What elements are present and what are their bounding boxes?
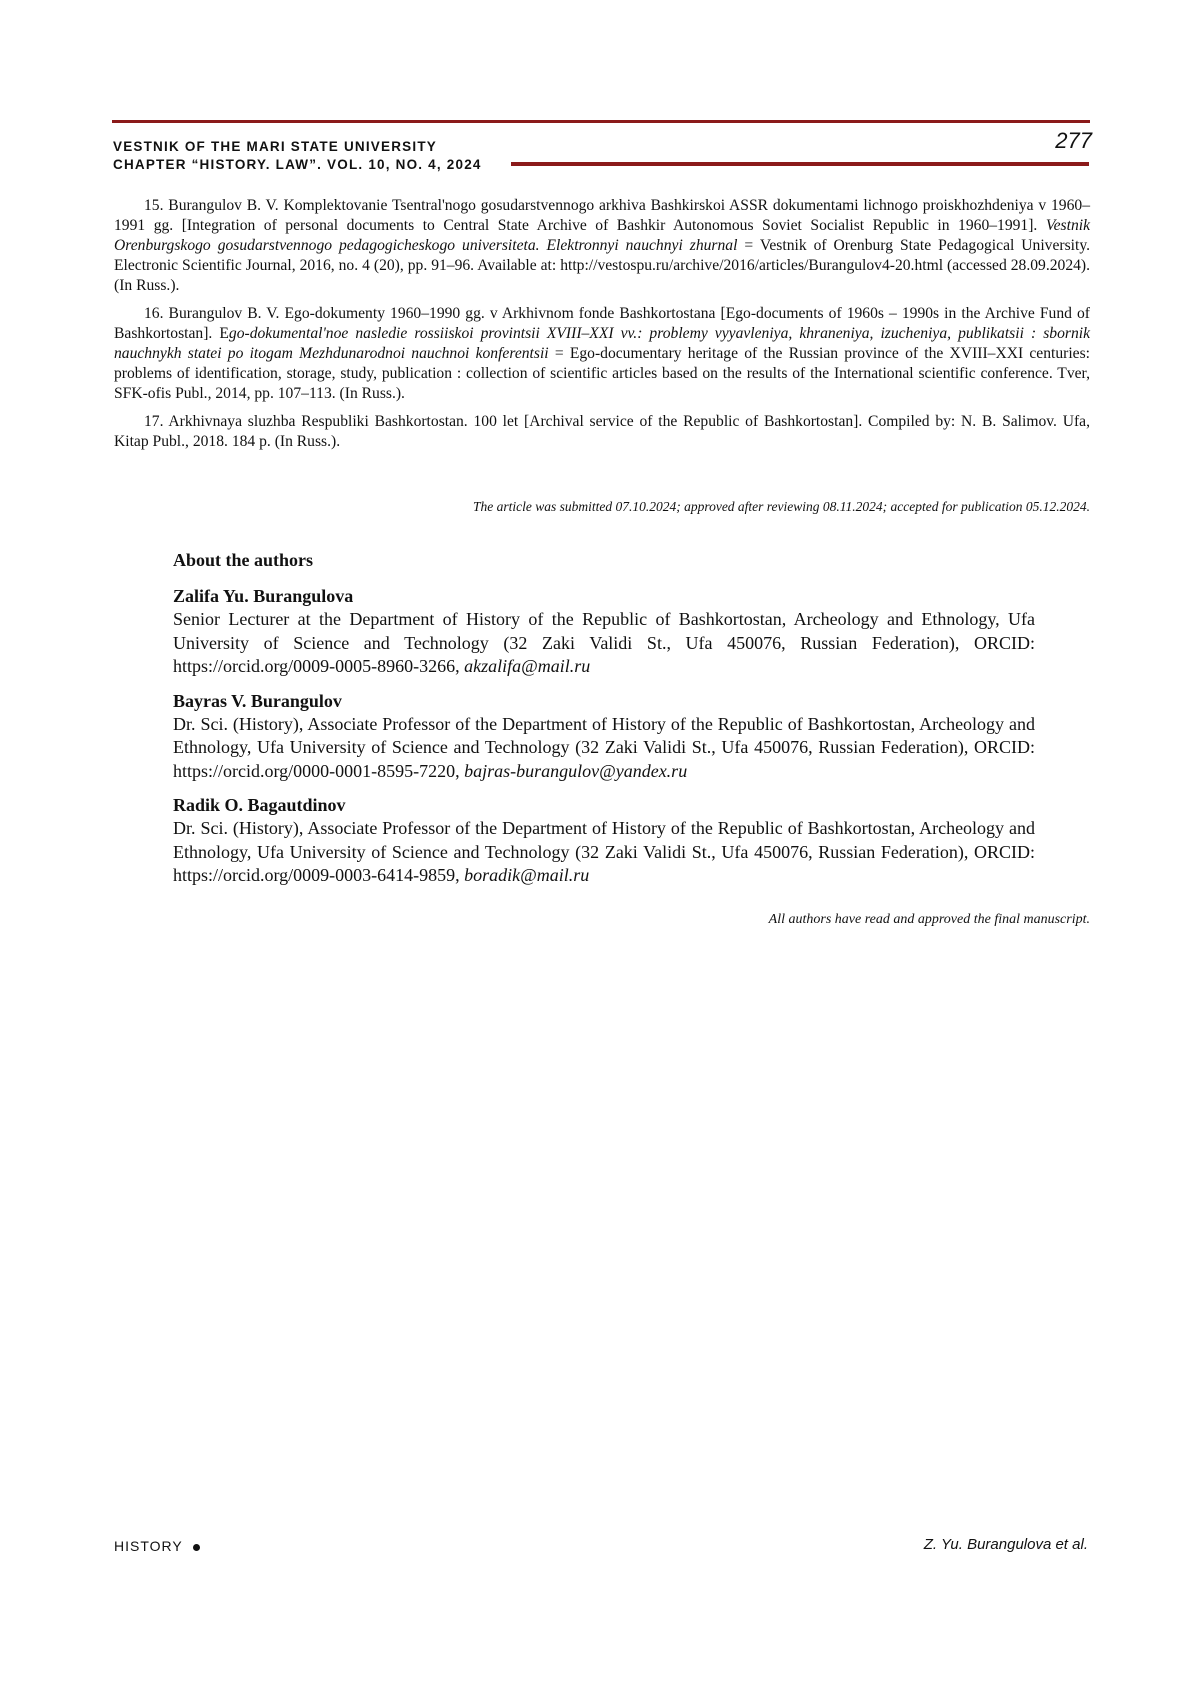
about-authors-section xyxy=(173,548,1035,898)
reference-text: 15. Burangulov B. V. Komplektovanie Tsentral'nogo gosudarstvennogo arkhiva Bashkirskoi ASSR dokumentami lichnogo proiskhozhdeniya v 1960–1991 gg. [Integration of personal documents to Central State Archive of Bashkir Autonomous Soviet Socialist Republic in 1960–1991]. xyxy=(114,197,1090,234)
author-email: boradik@mail.ru xyxy=(464,865,590,885)
author-entry xyxy=(173,793,1035,888)
footer-section xyxy=(114,1538,200,1554)
author-name: Radik O. Bagautdinov xyxy=(173,795,346,815)
page-number: 277 xyxy=(1055,128,1092,153)
author-bio xyxy=(173,608,1035,679)
reference-source-title: go-dokumental'noe nasledie rossiiskoi provintsii XVIII–XXI vv.: problemy vyyavleniya, khraneniya, izucheniya, publikatsii : sbornik nauchnykh statei po itogam Mezhdunarodnoi nauchnoi konferentsii xyxy=(114,325,1090,362)
author-name: Zalifa Yu. Burangulova xyxy=(173,586,354,606)
author-entry xyxy=(173,584,1035,679)
author-bio xyxy=(173,817,1035,888)
journal-issue: CHAPTER “HISTORY. LAW”. VOL. 10, NO. 4, 2024 xyxy=(113,157,482,172)
footer-authors: Z. Yu. Burangulova et al. xyxy=(923,1536,1088,1553)
reference-source-title: Vestnik Orenburgskogo gosudarstvennogo pedagogicheskogo universiteta. Elektronnyi nauchnyi zhurnal xyxy=(114,217,1090,254)
author-email: akzalifa@mail.ru xyxy=(464,656,591,676)
reference-text: = Vestnik of Orenburg State Pedagogical University. Electronic Scientific Journal, 2016, no. 4 (20), pp. 91–96. Available at: http://vestospu.ru/archive/2016/articles/Burangulov4-20.html (accessed 28.09.2024). (In Russ.). xyxy=(114,237,1090,294)
author-bio xyxy=(173,713,1035,784)
submission-dates-note: The article was submitted 07.10.2024; approved after reviewing 08.11.2024; accepted for publication 05.12.2024. xyxy=(472,499,1090,514)
header-top-rule xyxy=(112,120,1090,123)
about-authors-heading: About the authors xyxy=(173,550,314,570)
reference-text: = Ego-documentary heritage of the Russian province of the XVIII–XXI centuries: problems of identification, storage, study, publication : collection of scientific articles based on the results of the International scientific conference. Tver, SFK-ofis Publ., 2014, pp. 107–113. (In Russ.). xyxy=(114,345,1090,402)
bullet-icon xyxy=(193,1544,200,1551)
reference-item-17 xyxy=(114,412,1090,452)
author-name: Bayras V. Burangulov xyxy=(173,690,342,711)
reference-text: 16. Burangulov B. V. Ego-dokumenty 1960–1990 gg. v Arkhivnom fonde Bashkortostana [Ego-documents of 1960s – 1990s in the Archive Fund of Bashkortostan]. E xyxy=(114,305,1090,342)
reference-list xyxy=(114,196,1090,460)
author-affiliation: Dr. Sci. (History), Associate Professor of the Department of History of the Republic of Bashkortostan, Archeology and Ethnology, Ufa University of Science and Technology (32 Zaki Validi St., Ufa 450076, Russian Federation), ORCID: https://orcid.org/0000-0001-8595-7220, xyxy=(173,713,1035,781)
reference-text: 17. Arkhivnaya sluzhba Respubliki Bashkortostan. 100 let [Archival service of the Republic of Bashkortostan]. Compiled by: N. B. Salimov. Ufa, Kitap Publ., 2018. 184 p. (In Russ.). xyxy=(114,413,1090,450)
approval-note: All authors have read and approved the final manuscript. xyxy=(768,912,1090,927)
author-affiliation: Dr. Sci. (History), Associate Professor of the Department of History of the Republic of Bashkortostan, Archeology and Ethnology, Ufa University of Science and Technology (32 Zaki Validi St., Ufa 450076, Russian Federation), ORCID: https://orcid.org/0009-0003-6414-9859, xyxy=(173,818,1035,885)
reference-item-16 xyxy=(114,304,1090,404)
footer-section-label: HISTORY xyxy=(114,1538,183,1554)
author-entry xyxy=(173,689,1035,784)
reference-item-15 xyxy=(114,196,1090,296)
author-affiliation: Senior Lecturer at the Department of History of the Republic of Bashkortostan, Archeology and Ethnology, Ufa University of Science and Technology (32 Zaki Validi St., Ufa 450076, Russian Federation), ORCID: https://orcid.org/0009-0005-8960-3266, xyxy=(173,609,1035,676)
author-email: bajras-burangulov@yandex.ru xyxy=(464,760,688,781)
header-accent-bar xyxy=(511,162,1089,166)
journal-title: VESTNIK OF THE MARI STATE UNIVERSITY xyxy=(113,139,437,154)
